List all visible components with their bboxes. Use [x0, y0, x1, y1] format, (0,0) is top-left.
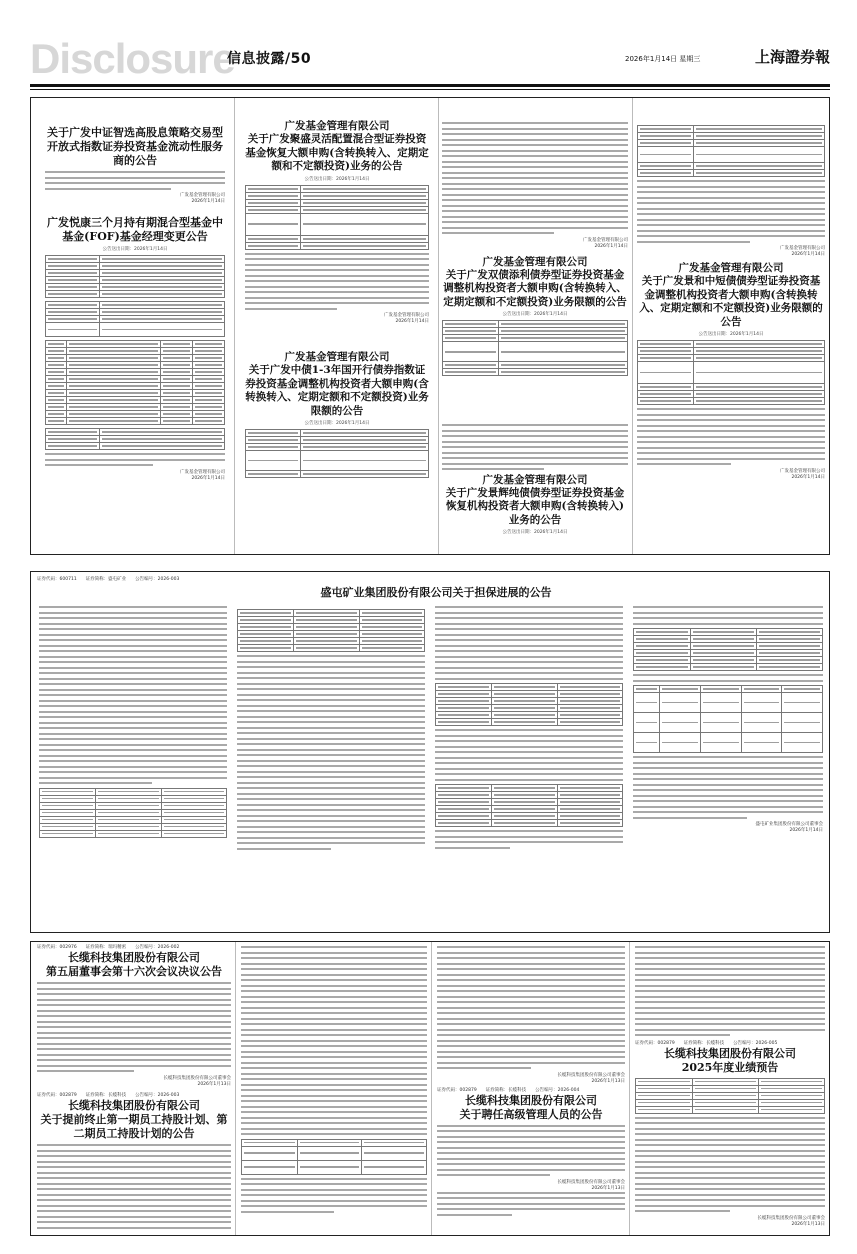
guarantee-balance-table — [633, 628, 823, 671]
announcement-fund-manager-change — [45, 216, 225, 551]
announcement-signature: 广发基金管理有限公司 2026年1月14日 — [583, 237, 628, 249]
security-code-line: 证券代码：002976 证券简称：瑞玛精密 公告编号：2026-002 — [37, 945, 180, 950]
announcement-jusheng-resume — [245, 120, 429, 346]
security-code-line: 证券代码：600711 证券简称：盛屯矿业 公告编号：2026-003 — [37, 577, 180, 582]
column-divider — [629, 942, 630, 1235]
announcement-title: 广发基金管理有限公司 关于广发聚盛灵活配置混合型证券投资基金恢复大额申购(含转换转入、定期定额和不定额投资)业务的公告 — [245, 120, 429, 173]
fund-manager-table — [45, 301, 225, 337]
guarantee-column-3 — [435, 606, 623, 928]
announcement-date: 公告送出日期：2026年1月14日 — [698, 332, 764, 338]
announcement-signature: 长缆科技集团股份有限公司董事会 2026年1月13日 — [163, 1075, 231, 1087]
earnings-forecast-table — [635, 1078, 825, 1114]
limit-info-table — [245, 429, 429, 478]
announcement-liquidity-provider — [45, 126, 225, 208]
shengtun-guarantee-block — [30, 571, 830, 933]
announcement-signature: 广发基金管理有限公司 2026年1月14日 — [180, 469, 225, 481]
esop-table — [241, 1139, 427, 1175]
announcement-shuangzhai-limit — [442, 122, 628, 422]
announcement-date: 公告送出日期：2026年1月14日 — [304, 421, 370, 427]
announcement-signature: 长缆科技集团股份有限公司董事会 2026年1月13日 — [757, 1215, 825, 1227]
section-name: 信息披露/50 — [227, 51, 312, 67]
fund-info-table — [45, 255, 225, 298]
announcement-signature: 广发基金管理有限公司 2026年1月14日 — [780, 246, 825, 257]
column-divider — [438, 98, 439, 554]
guarantee-contract-table — [633, 685, 823, 753]
announcement-jinghe-limit — [637, 122, 825, 552]
security-code-line: 证券代码：002879 证券简称：长缆科技 公告编号：2026-003 — [37, 1093, 180, 1098]
guarantee-subsidiary-table-1 — [435, 683, 623, 726]
fund-manager-extra-table — [45, 428, 225, 450]
disclosure-logo: Disclosure — [30, 35, 235, 82]
jinghe-limit-table — [637, 340, 825, 405]
announcement-cdb-index-limit — [245, 351, 429, 551]
announcement-title: 广发基金管理有限公司 关于广发景和中短债债券型证券投资基金调整机构投资者大额申购(含转换转入、定期定额和不定额投资)业务限额的公告 — [639, 262, 823, 328]
announcement-date: 公告送出日期：2026年1月14日 — [502, 312, 568, 318]
guarantee-column-2 — [237, 606, 425, 928]
announcement-date: 公告送出日期：2026年1月14日 — [502, 530, 568, 536]
announcement-board-resolution — [37, 944, 231, 1089]
announcement-esop-termination — [37, 1092, 231, 1232]
announcement-signature: 长缆科技集团股份有限公司董事会 2026年1月13日 — [557, 1179, 625, 1191]
issue-date: 2026年1月14日 星期三 — [625, 55, 701, 63]
announcement-earnings-forecast — [635, 946, 825, 1232]
announcement-date: 公告送出日期：2026年1月14日 — [304, 176, 370, 182]
newspaper-name: 上海證券報 — [754, 48, 830, 66]
announcement-title: 长缆科技集团股份有限公司 关于提前终止第一期员工持股计划、第二期员工持股计划的公告 — [40, 1099, 228, 1141]
announcement-title: 广发基金管理有限公司 关于广发中债1-3年国开行债券指数证券投资基金调整机构投资者大额申购(含转换转入、定期定额和不定额投资)业务限额的公告 — [245, 351, 429, 417]
guarantee-column-1 — [39, 606, 227, 928]
announcement-signature: 广发基金管理有限公司 2026年1月14日 — [780, 468, 825, 480]
column-divider — [235, 942, 236, 1235]
masthead-rule-thin — [30, 89, 830, 90]
shuangzhai-table — [442, 320, 628, 376]
security-code-line: 证券代码：002879 证券简称：长缆科技 公告编号：2026-005 — [635, 1040, 778, 1046]
masthead-rule — [30, 84, 830, 87]
masthead — [30, 36, 830, 82]
announcement-title: 关于广发中证智选高股息策略交易型开放式指数证券投资基金流动性服务商的公告 — [47, 126, 223, 168]
announcement-title: 长缆科技集团股份有限公司 关于聘任高级管理人员的公告 — [459, 1093, 603, 1121]
announcement-title: 盛屯矿业集团股份有限公司关于担保进展的公告 — [320, 586, 552, 599]
announcement-signature: 广发基金管理有限公司 2026年1月14日 — [180, 193, 225, 205]
announcement-title: 广发基金管理有限公司 关于广发双债添利债券型证券投资基金调整机构投资者大额申购(含转换转入、定期定额和不定额投资)业务限额的公告 — [443, 255, 627, 308]
announcement-signature: 长缆科技集团股份有限公司董事会 2026年1月13日 — [557, 1072, 625, 1084]
guarantee-subsidiary-table-2 — [435, 784, 623, 827]
guarantee-finance-table — [39, 788, 227, 838]
esop-body-column — [241, 946, 427, 1232]
security-code-line: 证券代码：002879 证券简称：长缆科技 公告编号：2026-004 — [437, 1087, 580, 1093]
announcement-jinghui-resume — [442, 424, 628, 552]
column-divider — [234, 98, 235, 554]
announcement-signature: 广发基金管理有限公司 2026年1月14日 — [384, 313, 429, 325]
fund-history-table — [45, 340, 225, 425]
announcement-hire-executives — [437, 946, 625, 1232]
resume-info-table — [245, 185, 429, 250]
jinghe-top-table — [637, 125, 825, 177]
top-announcements-block — [30, 97, 830, 555]
column-divider — [632, 98, 633, 554]
announcement-title: 长缆科技集团股份有限公司 2025年度业绩预告 — [664, 1046, 796, 1074]
announcement-title: 广发基金管理有限公司 关于广发景辉纯债债券型证券投资基金恢复机构投资者大额申购(含转换转入)业务的公告 — [445, 473, 625, 526]
announcement-title: 广发悦康三个月持有期混合型基金中基金(FOF)基金经理变更公告 — [47, 216, 223, 244]
column-divider — [431, 942, 432, 1235]
guarantee-subject-table — [237, 609, 425, 652]
changlan-announcements-block — [30, 941, 830, 1236]
announcement-signature: 盛屯矿业集团股份有限公司董事会 2026年1月14日 — [755, 822, 823, 833]
announcement-title: 长缆科技集团股份有限公司 第五届董事会第十六次会议决议公告 — [46, 951, 222, 979]
guarantee-column-4 — [633, 606, 823, 928]
announcement-date: 公告送出日期：2026年1月14日 — [102, 247, 168, 253]
